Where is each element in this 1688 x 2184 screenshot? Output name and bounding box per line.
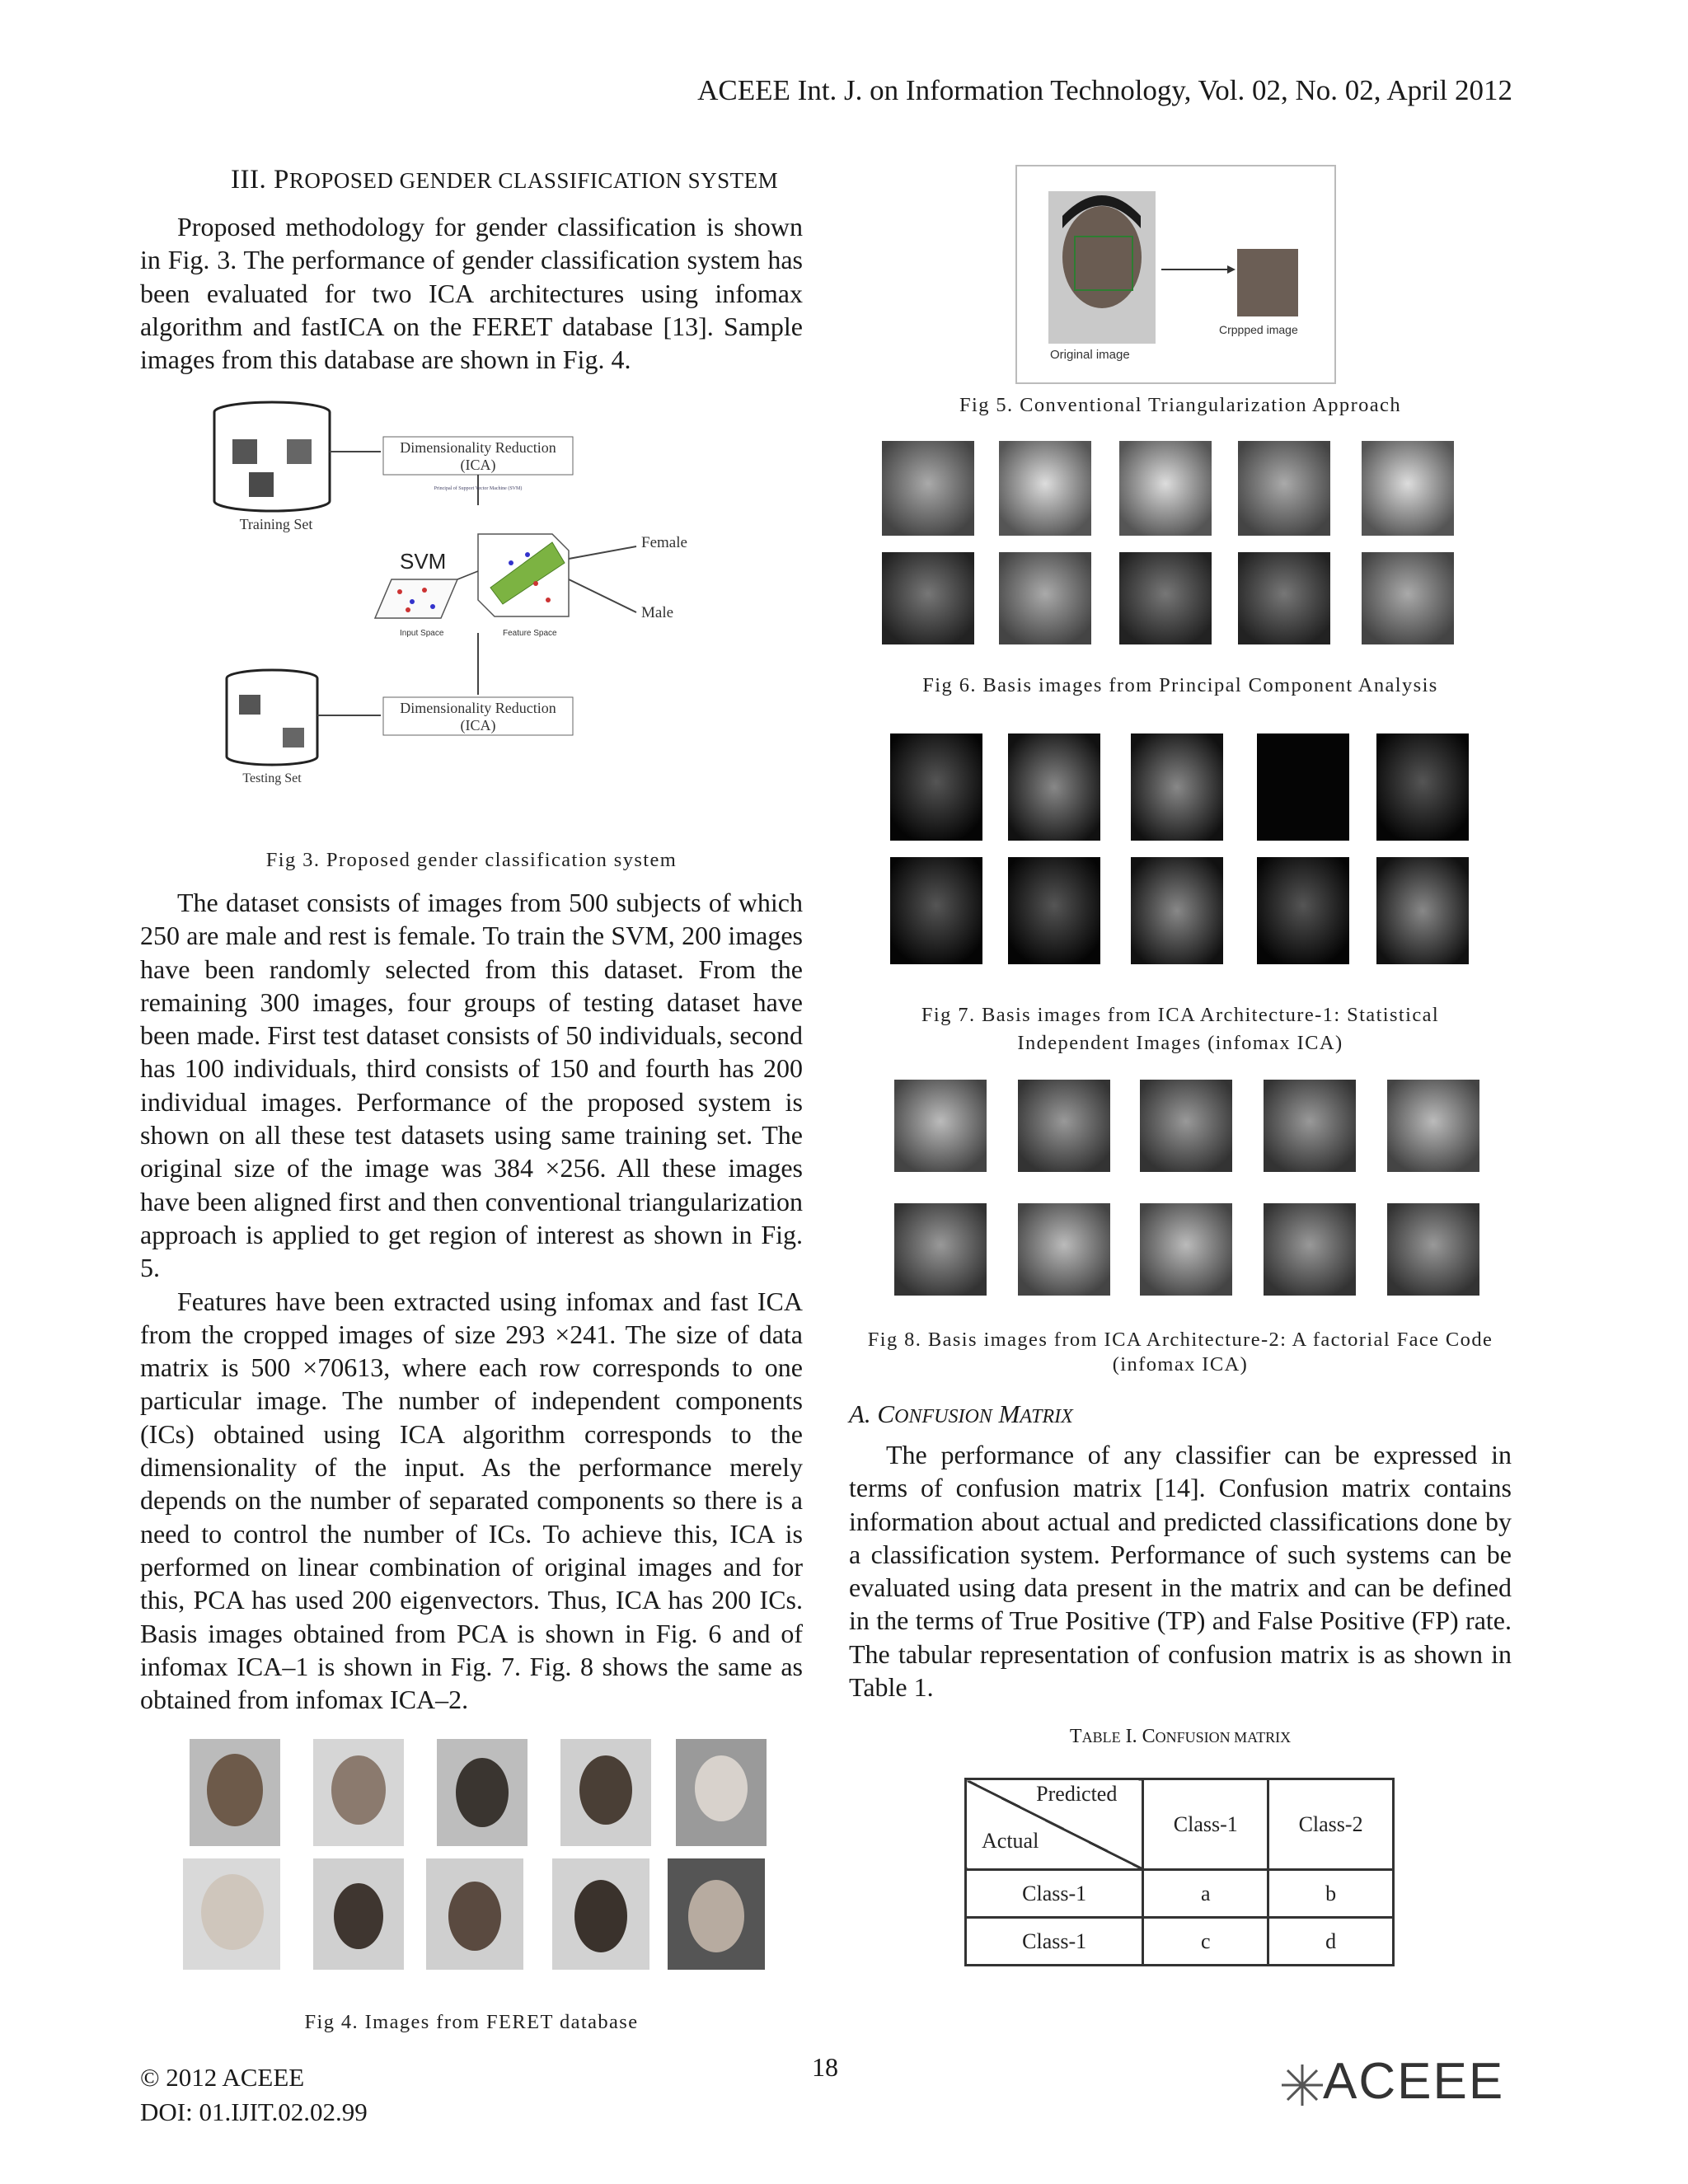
subsection-onfusion: ONFUSION <box>894 1406 992 1427</box>
subsection-m: M <box>992 1399 1020 1428</box>
table-title-onfusion: ONFUSION MATRIX <box>1155 1729 1292 1746</box>
arrow <box>457 571 478 579</box>
ica1-basis <box>1008 857 1100 964</box>
doi: DOI: 01.IJIT.02.02.99 <box>140 2097 368 2126</box>
cropped-photo <box>1237 249 1298 316</box>
data-point <box>546 598 551 602</box>
subsection-heading <box>849 1399 1073 1429</box>
testing-set-label: Testing Set <box>242 771 302 785</box>
fig7-caption <box>849 1004 1512 1055</box>
predicted-label: Predicted <box>1036 1782 1118 1806</box>
cylinder-body <box>227 678 317 765</box>
table-row <box>966 1870 1394 1918</box>
section-heading <box>231 165 778 195</box>
thumb-face <box>287 439 312 464</box>
paragraph-text: Features have been extracted using infomax and fast ICA from the cropped images of size 293 ×241. The size of data matrix is 500 ×70613, where each row corresponds to one particular image. The number of independent components (ICs) obtained using ICA algorithm corresponds to the dimensionality of the input. As the performance merely depends on the number of separated components so there is a need to control the number of ICs. To achieve this, ICA is performed on linear combination of original images and for this, PCA has used 200 eigenvectors. Thus, ICA has 200 ICs. Basis images obtained from PCA is shown in Fig. 6 and of infomax ICA–1 is shown in Fig. 7. Fig. 8 shows the same as obtained from infomax ICA–2. <box>140 1286 803 1715</box>
pca-basis <box>1362 552 1454 644</box>
pca-basis <box>1362 441 1454 536</box>
fig4-faces <box>183 1739 768 1978</box>
fig3-diagram <box>165 394 775 806</box>
face-photo <box>448 1882 501 1951</box>
fig3-caption: Fig 3. Proposed gender classification system <box>265 849 678 871</box>
dim-reduction-ica: (ICA) <box>460 717 496 733</box>
face-photo <box>201 1874 264 1950</box>
paragraph-text: Proposed methodology for gender classification is shown in Fig. 3. The performance of gender classification system has been evaluated for two ICA architectures using infomax algorithm and fastICA on the FERET database [13]. Sample images from this database are shown in Fig. 4. <box>140 212 803 375</box>
training-set-label: Training Set <box>239 516 313 532</box>
face-photo <box>456 1758 509 1827</box>
pca-basis <box>999 552 1091 644</box>
data-point <box>397 589 402 594</box>
cropped-image-label: Crppped image <box>1219 323 1298 336</box>
fig7-basis-images <box>890 733 1479 968</box>
data-point <box>406 607 410 612</box>
face-photo <box>334 1883 383 1949</box>
data-point <box>533 581 538 586</box>
fig6-svg <box>875 441 1465 647</box>
row-label: Class-1 <box>966 1918 1143 1966</box>
pca-basis <box>1238 552 1330 644</box>
fig8-svg <box>894 1080 1484 1302</box>
ica1-basis <box>890 733 982 841</box>
thumb-face <box>249 472 274 497</box>
fig5-caption: Fig 5. Conventional Triangularization Approach <box>959 394 1401 416</box>
table-cell: d <box>1268 1918 1394 1966</box>
table-cell: a <box>1143 1870 1268 1918</box>
fig5-image <box>1015 165 1336 384</box>
subsection-atrix: ATRIX <box>1020 1406 1073 1427</box>
fig4-svg <box>183 1739 768 1978</box>
dim-reduction-text: Dimensionality Reduction <box>400 700 556 716</box>
ica2-basis <box>894 1080 987 1172</box>
actual-label: Actual <box>982 1829 1039 1853</box>
data-point <box>509 560 513 565</box>
svm-small-label: Principal of Support Vector Machine (SVM) <box>434 486 523 491</box>
original-image-label: Original image <box>1050 348 1130 362</box>
header-cell: Class-2 <box>1268 1779 1394 1870</box>
input-space-label: Input Space <box>400 629 444 638</box>
header-cell: Class-1 <box>1143 1779 1268 1870</box>
dim-reduction-label-top <box>383 439 573 474</box>
paragraph-text: The dataset consists of images from 500 subjects of which 250 are male and rest is female. To train the SVM, 200 images have been randomly selected from this dataset. From the remaining 300 images, four groups of testing dataset have been made. First test dataset consists of 50 individuals, second has 100 individuals, third consists of 150 and fourth has 200 individual images. Performance of the proposed system is shown on all these test datasets using same training set. The original size of the image was 384 ×256. All these images have been aligned first and then conventional triangularization approach is applied to get region of interest as shown in Fig. 5. <box>140 888 803 1283</box>
arrow <box>569 579 636 612</box>
pca-basis <box>1238 441 1330 536</box>
table-title-t: T <box>1069 1726 1082 1747</box>
data-point <box>430 604 435 609</box>
fig8-caption <box>849 1329 1512 1376</box>
table-cell: c <box>1143 1918 1268 1966</box>
fig8-caption-line2: (infomax ICA) <box>1112 1353 1249 1376</box>
pca-basis <box>882 552 974 644</box>
fig7-svg <box>890 733 1479 968</box>
section-heading-rest: ROPOSED GENDER CLASSIFICATION SYSTEM <box>288 168 779 193</box>
copyright: © 2012 ACEEE <box>140 2063 305 2092</box>
footer-left <box>140 2060 368 2130</box>
confusion-matrix-table <box>964 1778 1395 1966</box>
input-space-plane <box>375 579 457 618</box>
fig6-basis-images <box>875 441 1465 647</box>
ica1-basis <box>1257 733 1349 841</box>
dim-reduction-label-bottom <box>383 700 573 734</box>
ica2-basis <box>1264 1080 1356 1172</box>
page-number: 18 <box>812 2052 838 2082</box>
face-photo <box>574 1880 627 1952</box>
pca-basis <box>1119 552 1212 644</box>
svm-label: SVM <box>400 549 447 574</box>
face-photo <box>207 1754 263 1826</box>
ica1-basis <box>1376 733 1469 841</box>
left-paragraph-2 <box>140 886 803 1716</box>
logo-text: ACEEE <box>1323 2053 1505 2110</box>
feret-row-2 <box>183 1858 765 1970</box>
fig8-caption-line1: Fig 8. Basis images from ICA Architecture-2: A factorial Face Code <box>867 1329 1493 1351</box>
table-row <box>966 1779 1394 1870</box>
fig6-caption: Fig 6. Basis images from Principal Component Analysis <box>922 674 1438 696</box>
ica2-basis <box>1140 1203 1232 1296</box>
thumb-face <box>232 439 257 464</box>
ica2-basis <box>1140 1080 1232 1172</box>
face-photo <box>688 1880 744 1952</box>
ica2-basis <box>1264 1203 1356 1296</box>
pca-basis <box>999 441 1091 536</box>
arrow <box>569 546 636 559</box>
ica2-basis <box>1387 1080 1479 1172</box>
fig8-basis-images <box>894 1080 1484 1302</box>
thumb-face <box>283 728 304 748</box>
ica1-basis <box>1376 857 1469 964</box>
ica1-basis <box>1008 733 1100 841</box>
ica1-basis <box>890 857 982 964</box>
left-paragraph-1 <box>140 210 803 376</box>
feature-space-label: Feature Space <box>503 629 557 638</box>
male-label: Male <box>641 604 674 621</box>
feret-row-1 <box>190 1739 767 1846</box>
data-point <box>525 552 530 557</box>
right-paragraph-1 <box>849 1438 1512 1704</box>
ica2-basis <box>1018 1080 1110 1172</box>
ica1-basis <box>1131 857 1223 964</box>
pca-basis <box>882 441 974 536</box>
ica2-basis <box>1387 1203 1479 1296</box>
fig7-caption-line1: Fig 7. Basis images from ICA Architecture-1: Statistical <box>921 1004 1440 1026</box>
fig4-caption: Fig 4. Images from FERET database <box>304 2011 639 2033</box>
thumb-face <box>239 695 260 715</box>
table-title-i: I. C <box>1120 1726 1156 1747</box>
face-photo <box>579 1755 632 1825</box>
table-title-able: ABLE <box>1081 1729 1121 1746</box>
table1-title <box>849 1726 1512 1748</box>
table-row <box>966 1918 1394 1966</box>
journal-header: ACEEE Int. J. on Information Technology, Vol. 02, No. 02, April 2012 <box>697 74 1512 106</box>
female-label: Female <box>641 534 687 551</box>
ica2-basis <box>1018 1203 1110 1296</box>
section-heading-num: III. P <box>231 165 289 194</box>
pca-basis <box>1119 441 1212 536</box>
ica1-basis <box>1131 733 1223 841</box>
fig7-caption-line2: Independent Images (infomax ICA) <box>1017 1032 1343 1054</box>
subsection-a: A. C <box>849 1399 895 1428</box>
row-label: Class-1 <box>966 1870 1143 1918</box>
arrow <box>1227 265 1236 274</box>
ica2-basis <box>894 1203 987 1296</box>
table-cell: b <box>1268 1870 1394 1918</box>
data-point <box>422 588 427 593</box>
face-photo <box>331 1755 386 1825</box>
aceee-logo <box>1278 2053 1517 2114</box>
table-corner-cell <box>966 1779 1143 1870</box>
dim-reduction-text: Dimensionality Reduction <box>400 439 556 456</box>
ica1-basis <box>1257 857 1349 964</box>
data-point <box>410 599 415 604</box>
dim-reduction-ica: (ICA) <box>460 457 496 473</box>
star-icon <box>1278 2060 1327 2110</box>
paragraph-text: The performance of any classifier can be expressed in terms of confusion matrix [14]. Confusion matrix contains information about actual and predicted classifications done by a classification system. Performance of such systems can be evaluated using data present in the matrix and can be defined in the terms of True Positive (TP) and False Positive (FP) rate. The tabular representation of confusion matrix is as shown in Table 1. <box>849 1440 1512 1703</box>
face-photo <box>695 1755 748 1821</box>
